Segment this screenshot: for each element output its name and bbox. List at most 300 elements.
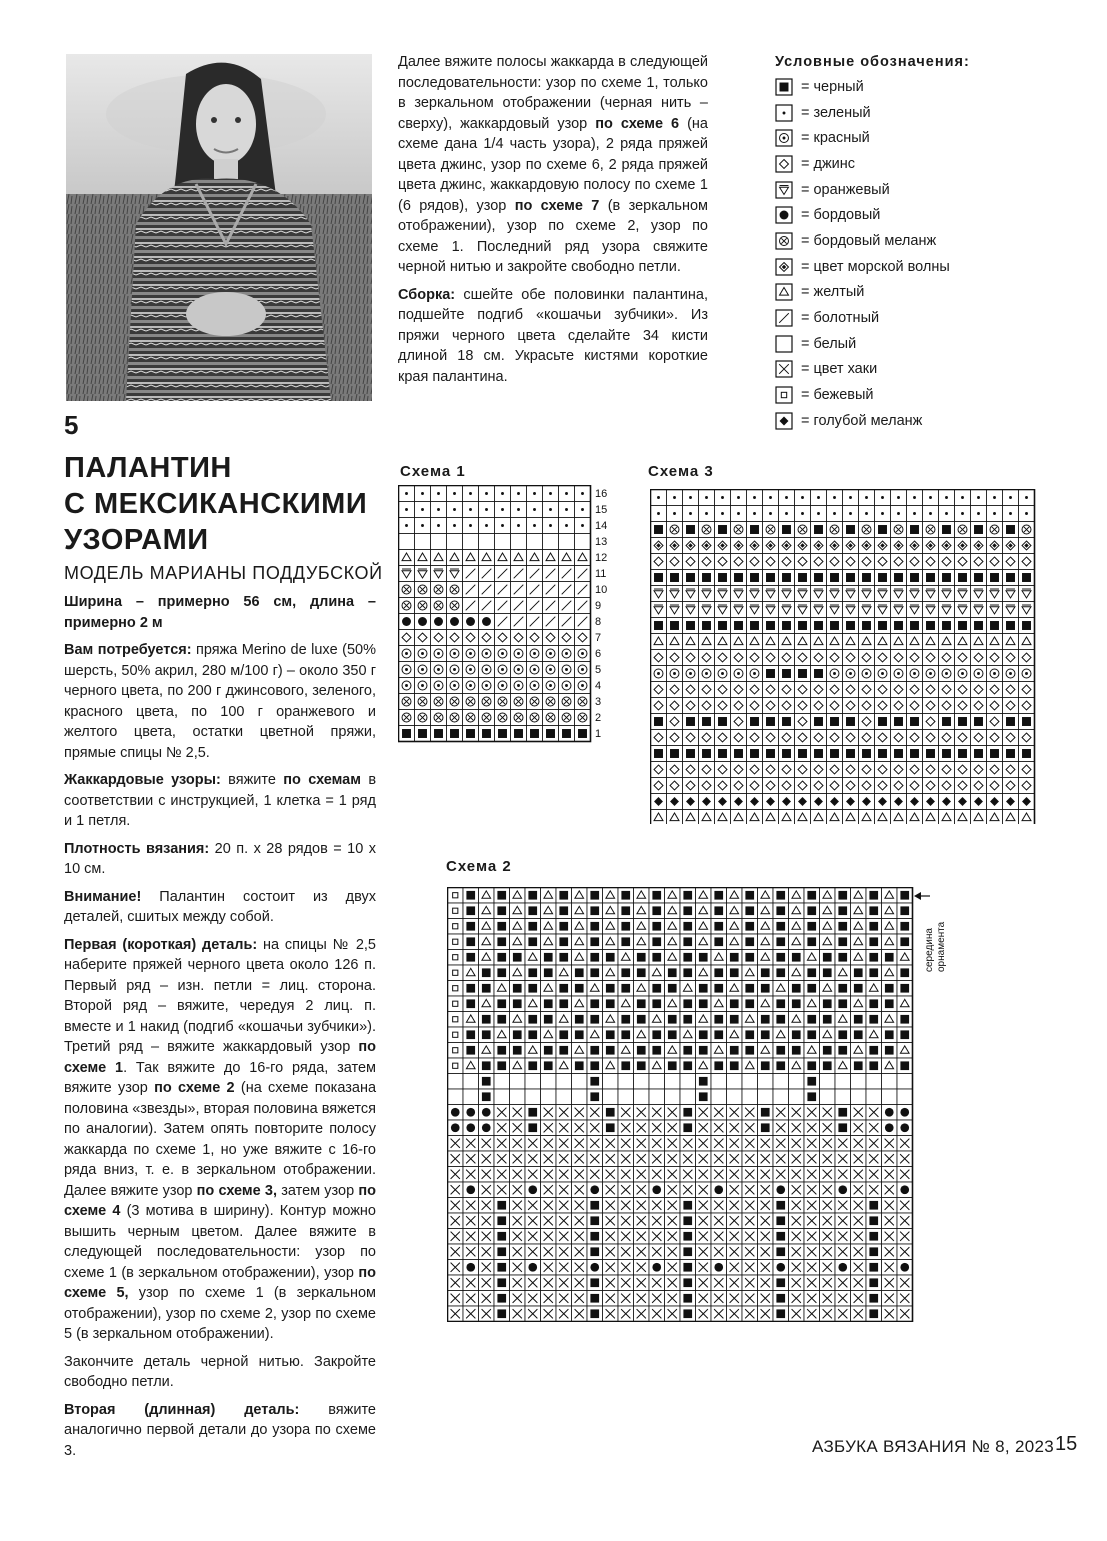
- row-number: 10: [595, 584, 608, 596]
- grid-cell: [525, 996, 541, 1012]
- first-part-text: на спицы № 2,5 наберите пряжей черного цвета около 126 п. Первый ряд – изн. петли = лиц. сторона. Второй ряд – вяжите, чередуя 2 лиц. п. вместе и 1 накид (подгиб «кошачьи зубчики»). Третий ряд – вяжите жаккардовый узор: [64, 936, 376, 1055]
- grid-cell: [835, 1058, 851, 1074]
- grid-cell: [731, 586, 747, 602]
- grid-cell: [603, 1074, 619, 1090]
- grid-cell: [665, 919, 681, 935]
- grid-cell: [763, 698, 779, 714]
- grid-cell: [907, 810, 923, 825]
- grid-cell: [667, 762, 683, 778]
- grid-cell: [897, 1043, 913, 1059]
- grid-cell: [907, 602, 923, 618]
- grid-cell: [1003, 730, 1019, 746]
- grid-cell: [541, 1089, 557, 1105]
- grid-cell: [696, 965, 712, 981]
- grid-cell: [463, 1074, 479, 1090]
- grid-cell: [399, 630, 415, 646]
- grid-cell: [603, 888, 619, 904]
- grid-cell: [939, 682, 955, 698]
- grid-cell: [634, 1074, 650, 1090]
- grid-cell: [882, 1058, 898, 1074]
- grid-cell: [811, 730, 827, 746]
- grid-cell: [715, 682, 731, 698]
- grid-cell: [758, 1074, 774, 1090]
- grid-cell: [971, 698, 987, 714]
- jacquard-bold: по схемам: [283, 772, 361, 788]
- grid-cell: [575, 550, 591, 566]
- grid-cell: [971, 634, 987, 650]
- grid-cell: [541, 981, 557, 997]
- grid-cell: [789, 1089, 805, 1105]
- grid-cell: [447, 630, 463, 646]
- grid-cell: [955, 554, 971, 570]
- grid-cell: [431, 550, 447, 566]
- assembly-label: Сборка:: [398, 286, 456, 303]
- grid-cell: [875, 650, 891, 666]
- grid-cell: [875, 554, 891, 570]
- grid-cell: [715, 602, 731, 618]
- grid-cell: [415, 566, 431, 582]
- grid-cell: [820, 981, 836, 997]
- grid-cell: [875, 810, 891, 825]
- grid-cell: [634, 981, 650, 997]
- grid-cell: [866, 1089, 882, 1105]
- grid-cell: [882, 1012, 898, 1028]
- legend-label: = болотный: [801, 310, 880, 327]
- grid-cell: [715, 586, 731, 602]
- grid-cell: [463, 1089, 479, 1105]
- legend-item: [775, 305, 1075, 331]
- grid-cell: [711, 1074, 727, 1090]
- grid-cell: [789, 1074, 805, 1090]
- grid-cell: [448, 1012, 464, 1028]
- grid-cell: [680, 1027, 696, 1043]
- grid-cell: [875, 602, 891, 618]
- grid-cell: [820, 919, 836, 935]
- grid-cell: [525, 950, 541, 966]
- grid-cell: [747, 554, 763, 570]
- grid-cell: [711, 1089, 727, 1105]
- grid-cell: [587, 1027, 603, 1043]
- grid-cell: [541, 934, 557, 950]
- grid-cell: [747, 586, 763, 602]
- grid-cell: [758, 996, 774, 1012]
- grid-cell: [779, 810, 795, 825]
- legend-item: [775, 382, 1075, 408]
- legend-item: [775, 408, 1075, 434]
- materials-label: Вам потребуется:: [64, 642, 192, 658]
- cross-icon: [775, 360, 793, 378]
- grid-cell: [866, 981, 882, 997]
- legend-item: [775, 151, 1075, 177]
- grid-cell: [763, 730, 779, 746]
- grid-cell: [667, 650, 683, 666]
- materials-text: пряжа Merino de luxe (50% шерсть, 50% акрил, 280 м/100 г) – около 350 г черного цвета, по 200 г джинсового, зеленого, красного цвета, по 100 г оранжевого и желтого цвета, остатки цветной пряжи, прямые спицы № 2,5.: [64, 642, 376, 761]
- grid-cell: [1003, 602, 1019, 618]
- grid-cell: [731, 762, 747, 778]
- grid-cell: [987, 682, 1003, 698]
- grid-cell: [827, 730, 843, 746]
- arrow-head-icon: [914, 892, 921, 900]
- grid-cell: [731, 682, 747, 698]
- grid-cell: [556, 1089, 572, 1105]
- grid-cell: [955, 778, 971, 794]
- first-part-text: узор по схеме 1 (в зеркальном отображении), узор по схеме 2, узор по схеме 5 (в зеркальном отображении).: [64, 1285, 376, 1342]
- grid-cell: [494, 1027, 510, 1043]
- grid-cell: [696, 888, 712, 904]
- grid-cell: [683, 554, 699, 570]
- row-number: 1: [595, 728, 602, 740]
- grid-cell: [463, 550, 479, 566]
- grid-cell: [665, 1089, 681, 1105]
- scheme-3-grid: [650, 489, 1036, 824]
- grid-cell: [859, 810, 875, 825]
- legend: [775, 54, 1075, 434]
- grid-cell: [572, 950, 588, 966]
- grid-cell: [683, 586, 699, 602]
- grid-cell: [820, 888, 836, 904]
- grid-cell: [859, 554, 875, 570]
- grid-cell: [603, 1012, 619, 1028]
- grid-cell: [851, 934, 867, 950]
- col2-text: (на схеме дана 1/4 часть узора), 2 ряда пряжей цвета джинс, узор по схеме 6, 2 ряда пряжей цвета джинс, жаккардовую полосу по схеме 1 (6 рядов), узор: [398, 115, 708, 214]
- grid-cell: [448, 950, 464, 966]
- grid-cell: [618, 996, 634, 1012]
- grid-cell: [811, 698, 827, 714]
- grid-cell: [696, 903, 712, 919]
- grid-cell: [731, 554, 747, 570]
- grid-cell: [907, 778, 923, 794]
- grid-cell: [559, 534, 575, 550]
- grid-cell: [923, 730, 939, 746]
- grid-cell: [683, 602, 699, 618]
- grid-cell: [651, 730, 667, 746]
- grid-cell: [1019, 698, 1035, 714]
- first-part-text: . Так вяжите до 16-го ряда, затем вяжите узор: [64, 1059, 376, 1096]
- grid-cell: [683, 810, 699, 825]
- grid-cell: [747, 778, 763, 794]
- grid-cell: [731, 714, 747, 730]
- grid-cell: [923, 762, 939, 778]
- grid-cell: [603, 1089, 619, 1105]
- grid-cell: [731, 730, 747, 746]
- grid-cell: [779, 554, 795, 570]
- center-label: середина: [924, 928, 935, 972]
- grid-cell: [1003, 634, 1019, 650]
- grid-cell: [897, 996, 913, 1012]
- grid-cell: [525, 1089, 541, 1105]
- grid-cell: [923, 714, 939, 730]
- grid-cell: [715, 554, 731, 570]
- grid-cell: [541, 919, 557, 935]
- grid-cell: [779, 634, 795, 650]
- grid-cell: [559, 550, 575, 566]
- grid-cell: [667, 810, 683, 825]
- grid-cell: [891, 762, 907, 778]
- grid-cell: [399, 550, 415, 566]
- grid-cell: [680, 1089, 696, 1105]
- small-square-icon: [775, 386, 793, 404]
- grid-cell: [699, 602, 715, 618]
- grid-cell: [891, 634, 907, 650]
- grid-cell: [987, 810, 1003, 825]
- col2-text: (в зеркальном отображении), узор по схеме 2, узор по схеме 1. Последний ряд узора свяжите черной нитью и закройте свободно петли.: [398, 197, 708, 275]
- grid-cell: [494, 1089, 510, 1105]
- grid-cell: [955, 810, 971, 825]
- grid-cell: [747, 650, 763, 666]
- grid-cell: [851, 888, 867, 904]
- grid-cell: [907, 650, 923, 666]
- grid-cell: [859, 730, 875, 746]
- grid-cell: [820, 1074, 836, 1090]
- row-number: 8: [595, 616, 602, 628]
- grid-cell: [955, 586, 971, 602]
- grid-cell: [651, 778, 667, 794]
- grid-cell: [649, 1058, 665, 1074]
- grid-cell: [882, 888, 898, 904]
- grid-cell: [789, 888, 805, 904]
- grid-cell: [495, 550, 511, 566]
- grid-cell: [939, 602, 955, 618]
- grid-cell: [923, 634, 939, 650]
- ring-icon: [775, 129, 793, 147]
- grid-cell: [731, 810, 747, 825]
- grid-cell: [811, 554, 827, 570]
- grid-cell: [696, 1058, 712, 1074]
- grid-cell: [758, 950, 774, 966]
- grid-cell: [479, 550, 495, 566]
- grid-cell: [651, 762, 667, 778]
- grid-cell: [699, 698, 715, 714]
- grid-cell: [649, 965, 665, 981]
- grid-cell: [891, 650, 907, 666]
- grid-cell: [907, 634, 923, 650]
- grid-cell: [1003, 682, 1019, 698]
- grid-cell: [1003, 778, 1019, 794]
- legend-label: = бордовый: [801, 207, 881, 224]
- finish-text: Закончите деталь черной нитью. Закройте свободно петли.: [64, 1353, 376, 1390]
- grid-cell: [795, 762, 811, 778]
- scheme-2-grid: [447, 887, 947, 1322]
- grid-cell: [448, 1027, 464, 1043]
- grid-cell: [494, 1074, 510, 1090]
- grid-cell: [811, 778, 827, 794]
- grid-cell: [479, 950, 495, 966]
- grid-cell: [479, 996, 495, 1012]
- grid-cell: [907, 762, 923, 778]
- grid-cell: [651, 602, 667, 618]
- grid-cell: [543, 550, 559, 566]
- scheme-2-title: Схема 2: [446, 858, 512, 875]
- grid-cell: [882, 1074, 898, 1090]
- grid-cell: [556, 965, 572, 981]
- grid-cell: [747, 762, 763, 778]
- grid-cell: [882, 919, 898, 935]
- grid-cell: [510, 1074, 526, 1090]
- grid-cell: [510, 965, 526, 981]
- grid-cell: [651, 810, 667, 825]
- grid-cell: [827, 554, 843, 570]
- grid-cell: [572, 996, 588, 1012]
- grid-cell: [1019, 682, 1035, 698]
- grid-cell: [1019, 586, 1035, 602]
- grid-cell: [820, 1027, 836, 1043]
- grid-cell: [971, 682, 987, 698]
- grid-cell: [923, 554, 939, 570]
- grid-cell: [835, 1089, 851, 1105]
- title-line: ПАЛАНТИН: [64, 452, 232, 484]
- grid-cell: [789, 1012, 805, 1028]
- grid-cell: [742, 965, 758, 981]
- grid-cell: [731, 650, 747, 666]
- grid-cell: [789, 919, 805, 935]
- grid-cell: [1019, 634, 1035, 650]
- legend-item: [775, 125, 1075, 151]
- grid-cell: [747, 602, 763, 618]
- legend-item: [775, 228, 1075, 254]
- grid-cell: [747, 698, 763, 714]
- grid-cell: [875, 586, 891, 602]
- grid-cell: [779, 586, 795, 602]
- legend-item: [775, 280, 1075, 306]
- grid-cell: [1019, 778, 1035, 794]
- grid-cell: [448, 934, 464, 950]
- legend-label: = зеленый: [801, 104, 871, 121]
- grid-cell: [463, 1058, 479, 1074]
- grid-cell: [939, 634, 955, 650]
- grid-cell: [939, 778, 955, 794]
- grid-cell: [665, 934, 681, 950]
- grid-cell: [1003, 810, 1019, 825]
- dot-icon: [775, 104, 793, 122]
- grid-cell: [987, 634, 1003, 650]
- grid-cell: [711, 1043, 727, 1059]
- grid-cell: [683, 682, 699, 698]
- grid-cell: [763, 810, 779, 825]
- grid-cell: [727, 1089, 743, 1105]
- grid-cell: [448, 996, 464, 1012]
- grid-cell: [747, 810, 763, 825]
- grid-cell: [859, 682, 875, 698]
- grid-cell: [511, 630, 527, 646]
- grid-cell: [572, 903, 588, 919]
- grid-cell: [827, 682, 843, 698]
- instructions-column-2: [398, 52, 708, 394]
- grid-cell: [758, 1043, 774, 1059]
- grid-cell: [665, 888, 681, 904]
- grid-cell: [987, 554, 1003, 570]
- grid-cell: [1003, 586, 1019, 602]
- grid-cell: [843, 586, 859, 602]
- row-number: 14: [595, 520, 608, 532]
- grid-cell: [827, 778, 843, 794]
- grid-cell: [715, 634, 731, 650]
- grid-cell: [447, 566, 463, 582]
- grid-cell: [795, 778, 811, 794]
- grid-cell: [779, 698, 795, 714]
- grid-cell: [835, 965, 851, 981]
- legend-item: [775, 357, 1075, 383]
- circled-x-icon: [775, 232, 793, 250]
- grid-cell: [510, 1012, 526, 1028]
- grid-cell: [747, 634, 763, 650]
- grid-cell: [987, 762, 1003, 778]
- grid-cell: [727, 903, 743, 919]
- grid-cell: [479, 534, 495, 550]
- slash-icon: [775, 309, 793, 327]
- grid-cell: [463, 1012, 479, 1028]
- grid-cell: [699, 762, 715, 778]
- grid-cell: [699, 730, 715, 746]
- grid-cell: [448, 919, 464, 935]
- grid-cell: [758, 888, 774, 904]
- legend-label: = красный: [801, 130, 870, 147]
- grid-cell: [789, 934, 805, 950]
- grid-cell: [971, 650, 987, 666]
- grid-cell: [971, 586, 987, 602]
- triangle-down-bar-icon: [775, 181, 793, 199]
- grid-cell: [479, 903, 495, 919]
- grid-cell: [699, 810, 715, 825]
- grid-cell: [923, 778, 939, 794]
- grid-cell: [431, 566, 447, 582]
- grid-cell: [827, 602, 843, 618]
- grid-cell: [955, 762, 971, 778]
- grid-cell: [779, 762, 795, 778]
- grid-cell: [795, 634, 811, 650]
- grid-cell: [651, 682, 667, 698]
- scheme-ref: по схеме 6: [595, 115, 680, 132]
- center-label: орнамента: [936, 921, 947, 972]
- grid-cell: [696, 1012, 712, 1028]
- row-number: 5: [595, 664, 602, 676]
- grid-cell: [572, 1074, 588, 1090]
- gauge-text: 20 п. х 28 рядов = 10 х 10 см.: [64, 840, 377, 877]
- size-text: Ширина – примерно 56 см, длина – примерно 2 м: [64, 594, 376, 631]
- grid-cell: [804, 950, 820, 966]
- grid-cell: [789, 1058, 805, 1074]
- grid-cell: [667, 602, 683, 618]
- grid-cell: [463, 965, 479, 981]
- grid-cell: [587, 981, 603, 997]
- grid-cell: [820, 903, 836, 919]
- grid-cell: [448, 1058, 464, 1074]
- grid-cell: [923, 698, 939, 714]
- grid-cell: [875, 762, 891, 778]
- grid-cell: [779, 682, 795, 698]
- grid-cell: [923, 810, 939, 825]
- grid-cell: [882, 934, 898, 950]
- col2-text: Далее вяжите полосы жаккарда в следующей последовательности: узор по схеме 1, только в зеркальном отображении (черная нить – сверху), жаккардовый узор: [398, 54, 708, 132]
- grid-cell: [541, 1074, 557, 1090]
- grid-cell: [727, 888, 743, 904]
- grid-cell: [939, 698, 955, 714]
- filled-diamond-icon: [775, 412, 793, 430]
- grid-cell: [667, 586, 683, 602]
- grid-cell: [939, 730, 955, 746]
- grid-cell: [795, 586, 811, 602]
- grid-cell: [763, 682, 779, 698]
- title-line: УЗОРАМИ: [64, 524, 209, 556]
- grid-cell: [541, 903, 557, 919]
- grid-cell: [618, 950, 634, 966]
- grid-cell: [789, 965, 805, 981]
- grid-cell: [649, 1012, 665, 1028]
- scheme-ref: по схеме 7: [514, 197, 600, 214]
- grid-cell: [634, 1089, 650, 1105]
- grid-cell: [727, 919, 743, 935]
- grid-cell: [572, 888, 588, 904]
- grid-cell: [511, 534, 527, 550]
